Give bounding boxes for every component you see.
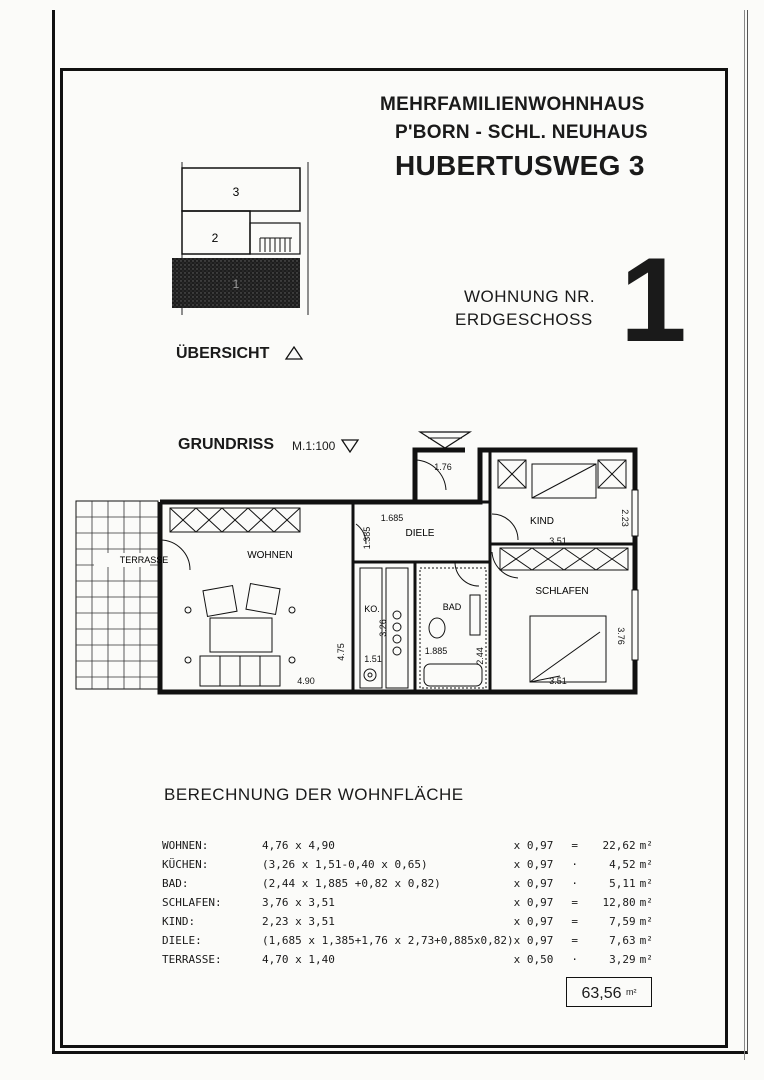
calc-unit: m² bbox=[639, 839, 653, 852]
dim-kind-depth: 2.23 bbox=[620, 509, 630, 527]
total-area-unit: m² bbox=[626, 987, 637, 997]
calc-equals: = bbox=[571, 839, 578, 852]
calc-equals: · bbox=[571, 858, 578, 871]
calc-room: BAD: bbox=[162, 877, 189, 890]
dim-kind-width: 3.51 bbox=[549, 536, 567, 546]
dim-bath-width: 1.885 bbox=[424, 646, 448, 656]
calc-factor: x 0,50 bbox=[513, 953, 554, 966]
overview-unit-3-label: 3 bbox=[232, 185, 240, 199]
overview-unit-3 bbox=[182, 168, 300, 211]
calc-formula: (3,26 x 1,51-0,40 x 0,65) bbox=[262, 858, 428, 871]
bed-schlafen bbox=[530, 616, 606, 682]
apartment-number-label: WOHNUNG NR. bbox=[464, 287, 596, 306]
dim-wohnen-depth: 4.75 bbox=[336, 643, 346, 661]
room-label-wohnen: WOHNEN bbox=[247, 550, 293, 561]
calc-equals: = bbox=[571, 934, 578, 947]
calc-factor: x 0,97 bbox=[513, 915, 554, 928]
dim-wohnen-width: 4.90 bbox=[297, 676, 315, 686]
room-label-diele: DIELE bbox=[405, 528, 435, 539]
calc-factor: x 0,97 bbox=[513, 858, 554, 871]
calc-room: WOHNEN: bbox=[162, 839, 209, 852]
calc-area: 5,11 bbox=[609, 877, 636, 890]
calc-room: KIND: bbox=[162, 915, 196, 928]
calculation-title: BERECHNUNG DER WOHNFLÄCHE bbox=[164, 785, 464, 804]
bed-kind bbox=[532, 464, 596, 498]
calc-equals: = bbox=[571, 915, 578, 928]
calculation-row bbox=[162, 855, 670, 874]
calc-equals: = bbox=[571, 896, 578, 909]
calc-formula: (1,685 x 1,385+1,76 x 2,73+0,885x0,82) bbox=[262, 934, 514, 947]
wardrobe-wohnen bbox=[170, 508, 300, 532]
calculation-row bbox=[162, 836, 670, 855]
room-label-kind: KIND bbox=[530, 516, 554, 527]
calc-area: 3,29 bbox=[609, 953, 636, 966]
calc-factor: x 0,97 bbox=[513, 934, 554, 947]
frame-edge-line bbox=[744, 10, 745, 1060]
dim-schlafen-depth: 3.76 bbox=[616, 627, 626, 645]
calc-unit: m² bbox=[639, 953, 653, 966]
title-building-type: MEHRFAMILIENWOHNHAUS bbox=[380, 94, 645, 115]
title-address: HUBERTUSWEG 3 bbox=[395, 150, 645, 181]
calc-room: TERRASSE: bbox=[162, 953, 222, 966]
calc-unit: m² bbox=[639, 896, 653, 909]
floorplan-title: GRUNDRISS bbox=[178, 436, 275, 453]
calc-area: 7,59 bbox=[609, 915, 636, 928]
overview-title: ÜBERSICHT bbox=[176, 345, 270, 362]
calc-formula: 4,76 x 4,90 bbox=[262, 839, 335, 852]
calc-room: KÜCHEN: bbox=[162, 858, 209, 871]
room-label-ko: KO. bbox=[364, 604, 380, 614]
doors bbox=[160, 460, 518, 586]
calc-room: SCHLAFEN: bbox=[162, 896, 222, 909]
total-area bbox=[566, 977, 652, 1007]
area-calculation-table bbox=[162, 836, 670, 969]
total-area-value: 63,56 bbox=[581, 985, 622, 1002]
calc-area: 12,80 bbox=[602, 896, 636, 909]
room-label-schlafen: SCHLAFEN bbox=[535, 586, 589, 597]
room-label-terrasse: TERRASSE bbox=[119, 555, 169, 565]
calculation-row bbox=[162, 950, 670, 969]
living-furniture bbox=[185, 584, 295, 686]
calc-unit: m² bbox=[639, 858, 653, 871]
north-arrow-icon bbox=[284, 345, 304, 361]
room-label-bad: BAD bbox=[442, 602, 462, 612]
floorplan-scale: M.1:100 bbox=[292, 439, 336, 453]
dim-diele-length: 1.685 bbox=[380, 513, 404, 523]
overview-plan bbox=[160, 160, 320, 320]
calc-unit: m² bbox=[639, 877, 653, 890]
dim-bath-depth: 2.44 bbox=[475, 647, 485, 665]
wardrobe-schlafen bbox=[500, 548, 628, 570]
floor-plan bbox=[70, 420, 650, 710]
calculation-row bbox=[162, 931, 670, 950]
terrace bbox=[76, 501, 158, 689]
dim-kitchen-depth: 3.26 bbox=[378, 619, 388, 637]
calc-area: 4,52 bbox=[609, 858, 636, 871]
dim-schlafen-width: 3.51 bbox=[549, 676, 567, 686]
calc-unit: m² bbox=[639, 915, 653, 928]
overview-unit-1-label: 1 bbox=[232, 277, 240, 291]
calc-area: 7,63 bbox=[609, 934, 636, 947]
calc-formula: 3,76 x 3,51 bbox=[262, 896, 335, 909]
calculation-row bbox=[162, 912, 670, 931]
dim-diele-depth: 1.385 bbox=[362, 526, 372, 550]
dim-diele-width: 1.76 bbox=[434, 462, 452, 472]
calc-factor: x 0,97 bbox=[513, 877, 554, 890]
apartment-number: 1 bbox=[620, 233, 687, 367]
calculation-row bbox=[162, 893, 670, 912]
calc-room: DIELE: bbox=[162, 934, 202, 947]
calc-formula: 4,70 x 1,40 bbox=[262, 953, 335, 966]
floor-label: ERDGESCHOSS bbox=[455, 310, 593, 329]
dim-kitchen-width: 1.51 bbox=[364, 654, 382, 664]
calc-unit: m² bbox=[639, 934, 653, 947]
title-location: P'BORN - SCHL. NEUHAUS bbox=[395, 122, 648, 143]
interior-walls bbox=[353, 450, 635, 692]
calc-formula: 2,23 x 3,51 bbox=[262, 915, 335, 928]
calc-formula: (2,44 x 1,885 +0,82 x 0,82) bbox=[262, 877, 441, 890]
calc-area: 22,62 bbox=[602, 839, 636, 852]
calculation-row bbox=[162, 874, 670, 893]
calc-equals: · bbox=[571, 877, 578, 890]
calc-equals: · bbox=[571, 953, 578, 966]
overview-unit-2-label: 2 bbox=[211, 231, 219, 245]
calc-factor: x 0,97 bbox=[513, 839, 554, 852]
calc-factor: x 0,97 bbox=[513, 896, 554, 909]
